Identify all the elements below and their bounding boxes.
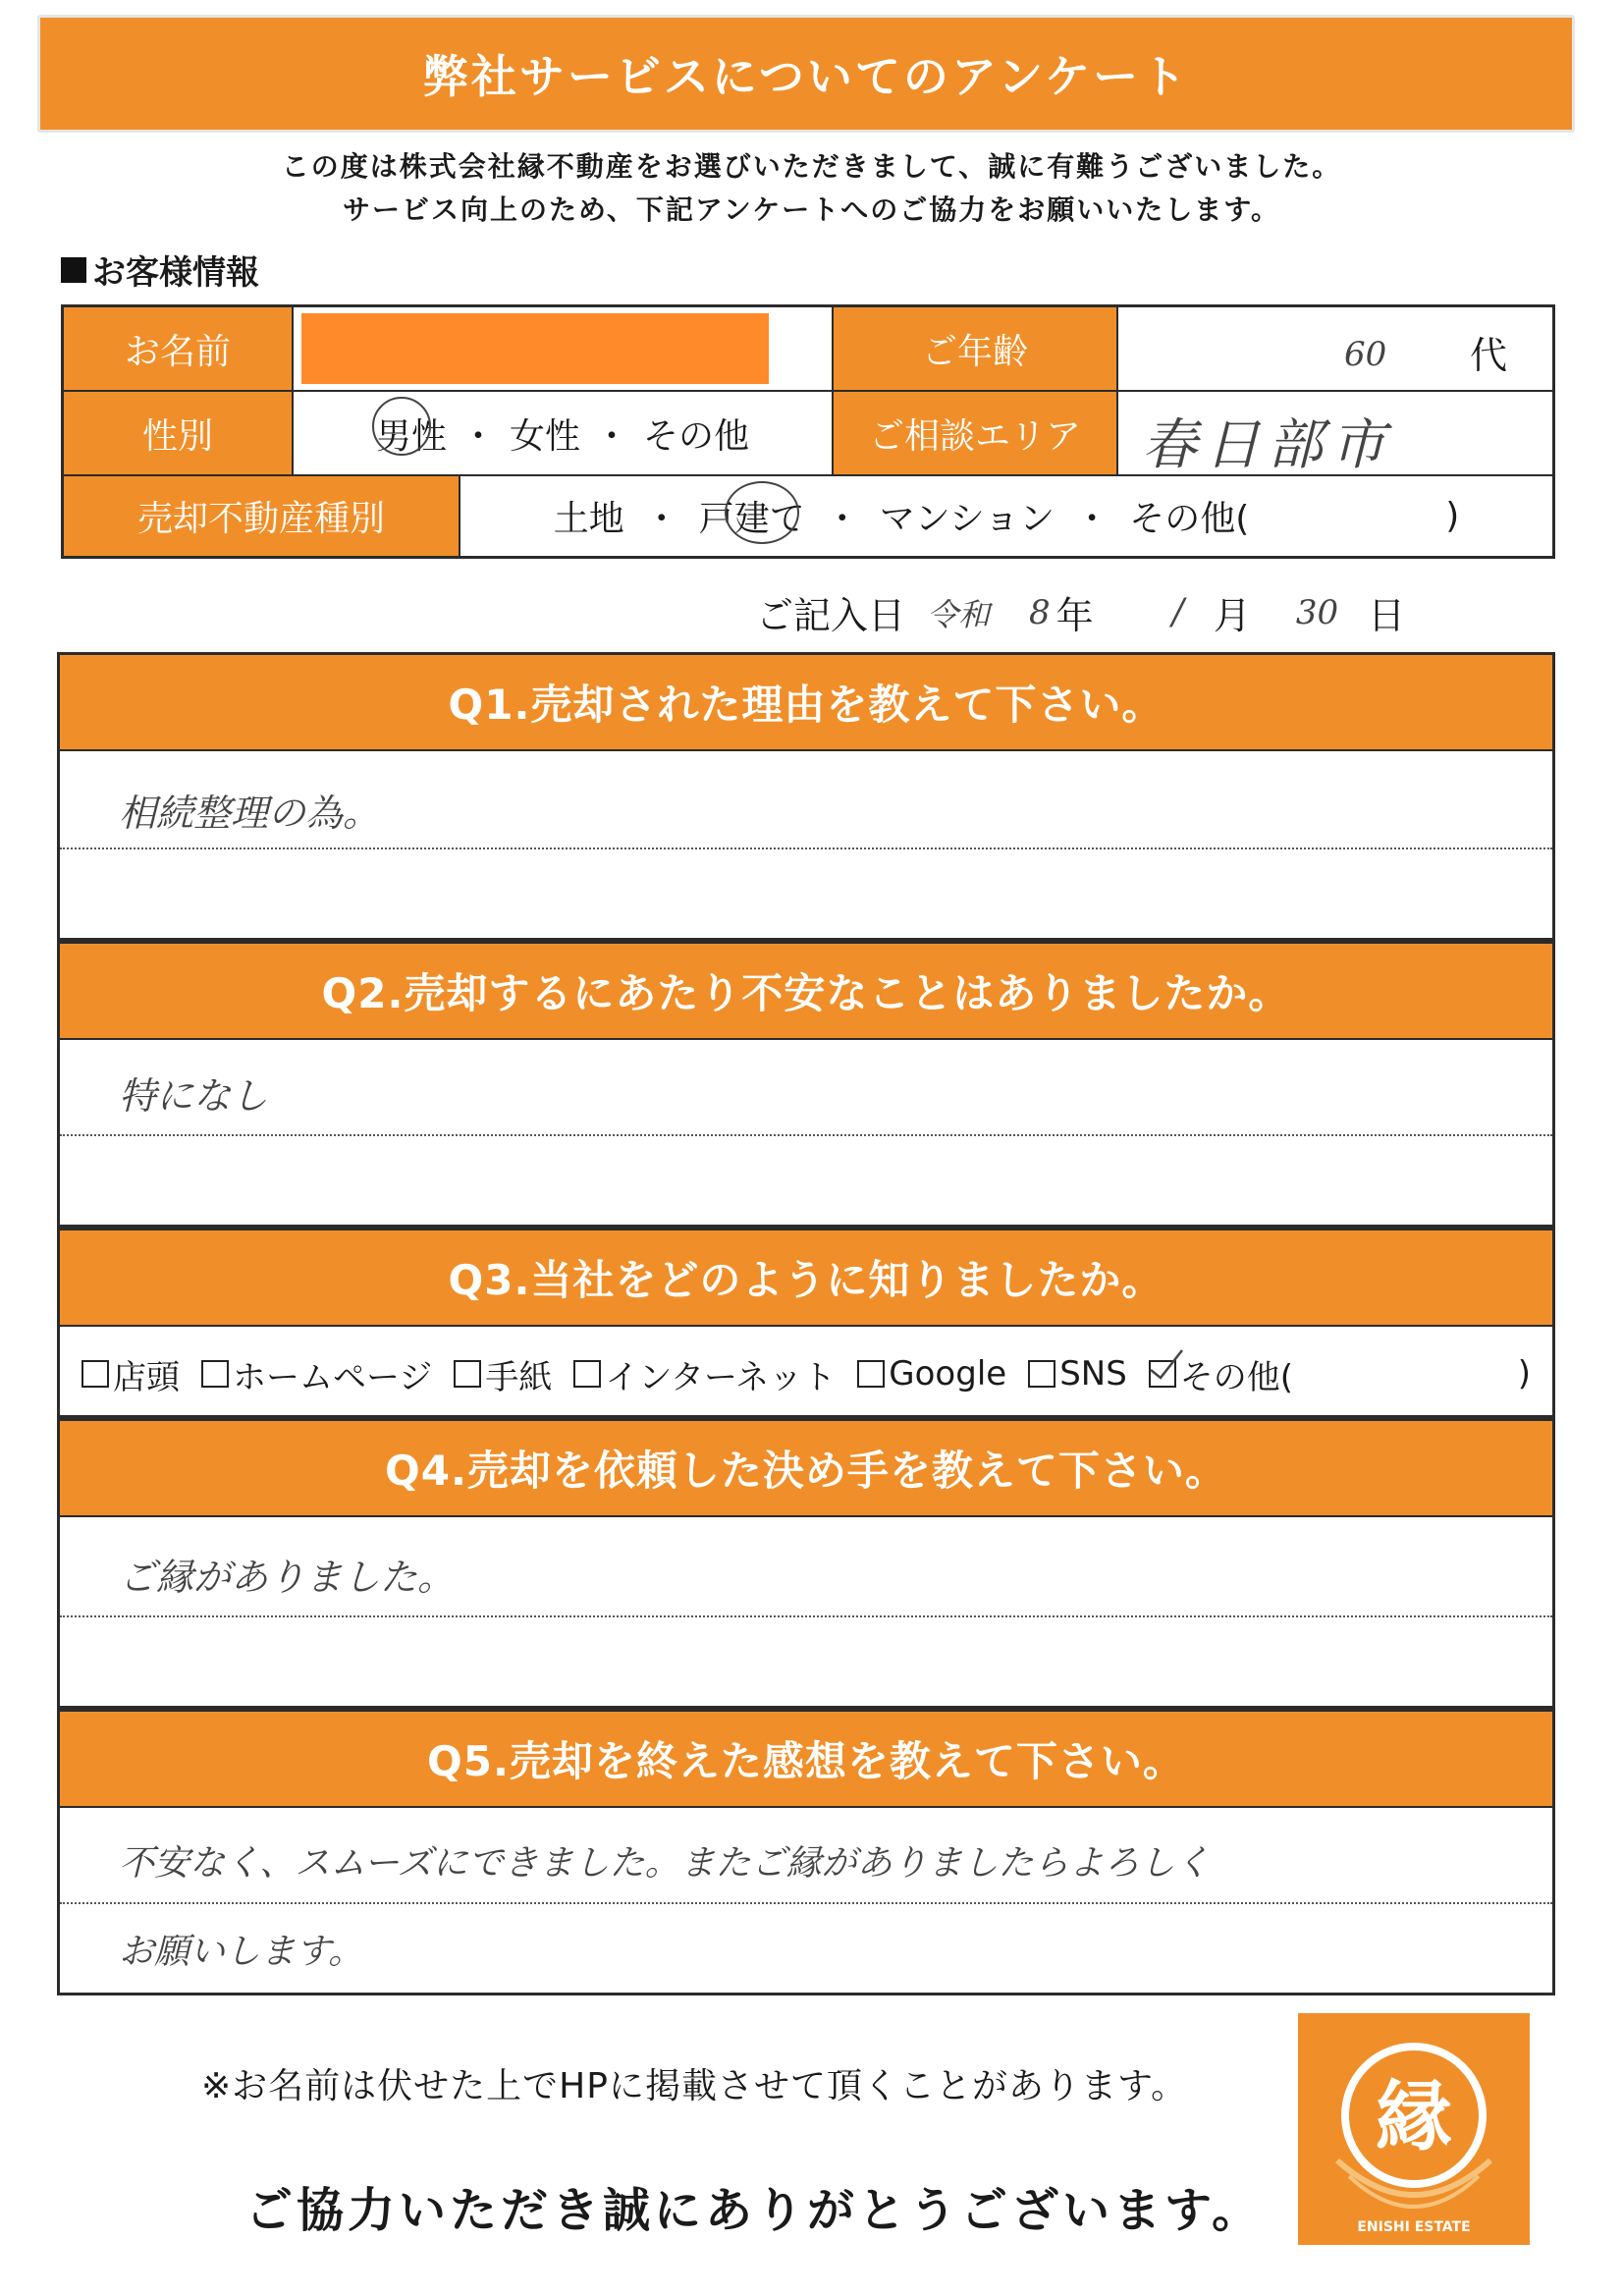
question-2-answer[interactable]: 特になし bbox=[119, 1074, 269, 1118]
company-logo bbox=[1298, 2013, 1530, 2245]
gender-options[interactable]: 男性 ・ 女性 ・ その他 bbox=[294, 392, 834, 476]
property-type-options[interactable]: 土地 ・ 戸建て ・ マンション ・ その他( ) bbox=[460, 476, 1552, 556]
property-option-mansion[interactable]: マンション bbox=[879, 499, 1055, 539]
question-2-title: Q2.売却するにあたり不安なことはありましたか。 bbox=[60, 944, 1552, 1040]
property-option-other[interactable]: その他( bbox=[1129, 499, 1250, 539]
gender-option-other[interactable]: その他 bbox=[643, 415, 750, 457]
source-option-homepage[interactable]: ホームページ bbox=[201, 1350, 432, 1398]
property-type-label: 売却不動産種別 bbox=[64, 476, 460, 556]
question-1-title: Q1.売却された理由を教えて下さい。 bbox=[60, 655, 1552, 751]
gender-option-male[interactable]: 男性 bbox=[376, 409, 447, 459]
checkbox-icon[interactable] bbox=[573, 1360, 601, 1388]
source-option-sns[interactable]: SNS bbox=[1028, 1354, 1127, 1394]
property-option-house[interactable]: 戸建て bbox=[699, 491, 805, 541]
question-3-title: Q3.当社をどのように知りましたか。 bbox=[60, 1230, 1552, 1327]
logo-emblem-icon bbox=[1298, 2013, 1530, 2245]
checkbox-icon[interactable] bbox=[454, 1360, 481, 1388]
question-3 bbox=[57, 1228, 1555, 1418]
question-5 bbox=[57, 1709, 1555, 1995]
date-era: 令和 bbox=[927, 595, 991, 633]
source-option-letter[interactable]: 手紙 bbox=[454, 1350, 552, 1398]
source-checkboxes bbox=[81, 1339, 1531, 1409]
source-option-google[interactable]: Google bbox=[857, 1354, 1006, 1394]
entry-date bbox=[756, 585, 1405, 639]
checkbox-icon[interactable] bbox=[857, 1360, 885, 1388]
date-month-unit: 月 bbox=[1213, 594, 1251, 637]
source-option-internet[interactable]: インターネット bbox=[573, 1350, 836, 1398]
question-5-answer-line-1[interactable]: 不安なく、スムーズにできました。またご縁がありましたらよろしく bbox=[119, 1843, 1211, 1884]
checkbox-icon[interactable] bbox=[201, 1360, 229, 1388]
checkbox-icon[interactable] bbox=[1028, 1360, 1055, 1388]
source-option-close: ) bbox=[1517, 1354, 1531, 1394]
question-1-answer[interactable]: 相続整理の為。 bbox=[119, 792, 381, 835]
customer-info-heading bbox=[61, 246, 259, 294]
checked-checkbox-icon[interactable] bbox=[1149, 1360, 1176, 1388]
answer-line bbox=[60, 847, 1552, 849]
gender-label: 性別 bbox=[64, 392, 294, 476]
property-option-close: ) bbox=[1445, 496, 1460, 536]
selected-circle-icon bbox=[725, 481, 799, 544]
answer-line bbox=[60, 1902, 1552, 1904]
age-unit: 代 bbox=[1470, 334, 1508, 377]
answer-line bbox=[60, 1134, 1552, 1136]
question-4-title: Q4.売却を依頼した決め手を教えて下さい。 bbox=[60, 1421, 1552, 1517]
source-option-store[interactable]: 店頭 bbox=[81, 1350, 180, 1398]
age-label: ご年齢 bbox=[834, 307, 1118, 392]
date-year-unit: 年 bbox=[1055, 594, 1094, 637]
question-5-answer-line-2[interactable]: お願いします。 bbox=[119, 1932, 364, 1972]
selected-circle-icon bbox=[372, 397, 431, 456]
customer-info-table bbox=[61, 304, 1555, 559]
answer-line bbox=[60, 1615, 1552, 1617]
question-4 bbox=[57, 1418, 1555, 1709]
survey-title-banner bbox=[37, 15, 1575, 133]
age-field[interactable] bbox=[1118, 307, 1552, 392]
area-label: ご相談エリア bbox=[834, 392, 1118, 476]
date-year: 8 bbox=[1029, 592, 1051, 632]
source-option-other[interactable]: その他( bbox=[1149, 1350, 1293, 1398]
question-5-title: Q5.売却を終えた感想を教えて下さい。 bbox=[60, 1712, 1552, 1808]
name-redaction bbox=[301, 313, 769, 384]
date-day: 30 bbox=[1295, 592, 1339, 632]
age-value: 60 bbox=[1344, 335, 1387, 374]
name-label: お名前 bbox=[64, 307, 294, 392]
intro-line-2: サービス向上のため、下記アンケートへのご協力をお願いいたします。 bbox=[343, 193, 1280, 226]
publication-note: ※お名前は伏せた上でHPに掲載させて頂くことがあります。 bbox=[201, 2066, 1188, 2106]
intro-line-1: この度は株式会社縁不動産をお選びいただきまして、誠に有難うございました。 bbox=[281, 150, 1342, 183]
area-field[interactable] bbox=[1118, 392, 1552, 476]
date-label: ご記入日 bbox=[756, 594, 906, 637]
checkbox-icon[interactable] bbox=[81, 1360, 109, 1388]
date-day-unit: 日 bbox=[1368, 594, 1406, 637]
gender-option-female[interactable]: 女性 bbox=[509, 415, 580, 457]
logo-character: 縁 bbox=[1375, 2072, 1453, 2161]
property-option-land[interactable]: 土地 bbox=[553, 499, 624, 539]
square-bullet-icon bbox=[61, 257, 86, 283]
customer-info-title: お客様情報 bbox=[92, 253, 259, 293]
name-field[interactable] bbox=[294, 307, 834, 392]
question-2 bbox=[57, 941, 1555, 1228]
area-value: 春日部市 bbox=[1142, 413, 1393, 477]
logo-text: ENISHI ESTATE bbox=[1357, 2219, 1471, 2235]
date-month: / bbox=[1171, 592, 1184, 632]
question-1 bbox=[57, 652, 1555, 941]
question-4-answer[interactable]: ご縁がありました。 bbox=[119, 1556, 456, 1599]
thank-you-message: ご協力いただき誠にありがとうございます。 bbox=[245, 2183, 1264, 2238]
survey-title: 弊社サービスについてのアンケート bbox=[422, 50, 1190, 103]
